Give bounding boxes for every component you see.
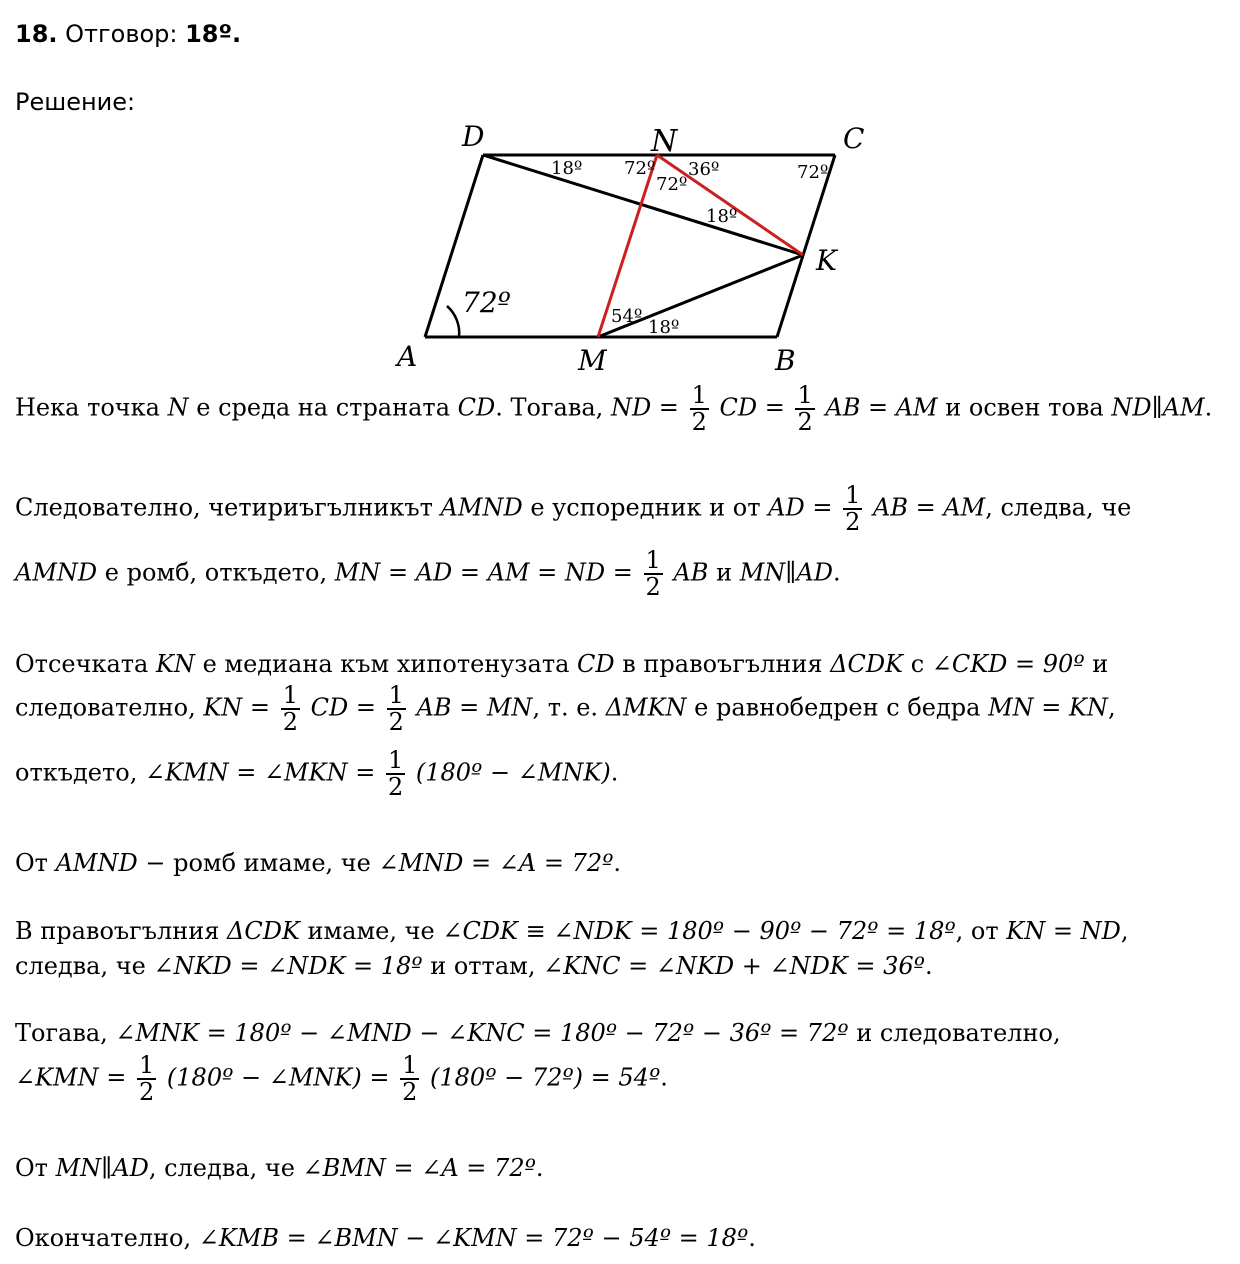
fraction-half: $\frac{1}{2}$ — [139, 1051, 155, 1107]
angle-label-mnk: 72º — [656, 174, 688, 195]
angle-label-ndk: 18º — [551, 158, 583, 179]
angle-label-kmb: 18º — [648, 317, 680, 338]
label-m: M — [578, 344, 607, 377]
angle-label-dnm: 72º — [624, 158, 656, 179]
paragraph-8: В правоъгълния ΔCDK имаме, че ∠CDK ≡ ∠NDK = 180º − 90º − 72º = 18º, от KN = ND, — [15, 917, 1129, 945]
angle-label-knc: 36º — [688, 159, 720, 180]
label-a: A — [397, 340, 418, 373]
geometry-figure — [0, 0, 1240, 380]
answer-value: 18º. — [185, 20, 242, 48]
answer-label: Отговор: — [65, 20, 178, 48]
fraction-half: $\frac{1}{2}$ — [388, 681, 404, 737]
parallel-symbol: ∥ — [101, 1154, 113, 1182]
problem-number: 18. — [15, 20, 58, 48]
paragraph-12: От MN∥AD, следва, че ∠BMN = ∠A = 72º. — [15, 1154, 544, 1182]
paragraph-11: ∠KMN = $\frac{1}{2}$ (180º − ∠MNK) = $\frac{1}{2}$ (180º − 72º) = 54º. — [15, 1051, 668, 1107]
fraction-half: $\frac{1}{2}$ — [797, 381, 813, 437]
angle-a-arc — [447, 306, 459, 337]
angle-label-a: 72º — [462, 286, 511, 319]
paragraph-10: Тогава, ∠MNK = 180º − ∠MND − ∠KNC = 180º − 72º − 36º = 72º и следователно, — [15, 1019, 1061, 1047]
paragraph-13: Окончателно, ∠KMB = ∠BMN − ∠KMN = 72º − 54º = 18º. — [15, 1224, 756, 1252]
solution-label: Решение: — [15, 88, 136, 116]
paragraph-3: AMND е ромб, откъдето, MN = AD = AM = ND = $\frac{1}{2}$ AB и MN∥AD. — [15, 546, 841, 602]
paragraph-7: От AMND − ромб имаме, че ∠MND = ∠A = 72º. — [15, 849, 622, 877]
paragraph-2: Следователно, четириъгълникът AMND е успоредник и от AD = $\frac{1}{2}$ AB = AM, следва, че — [15, 481, 1132, 537]
label-n: N — [651, 124, 678, 159]
angle-label-nkd: 18º — [706, 206, 738, 227]
parallel-symbol: ∥ — [785, 558, 797, 587]
fraction-half: $\frac{1}{2}$ — [845, 481, 861, 537]
paragraph-6: откъдето, ∠KMN = ∠MKN = $\frac{1}{2}$ (180º − ∠MNK). — [15, 746, 619, 802]
fraction-half: $\frac{1}{2}$ — [282, 681, 298, 737]
angle-label-kmn: 54º — [611, 306, 643, 327]
fraction-half: $\frac{1}{2}$ — [691, 381, 707, 437]
label-k: K — [816, 244, 837, 277]
fraction-half: $\frac{1}{2}$ — [402, 1051, 418, 1107]
paragraph-9: следва, че ∠NKD = ∠NDK = 18º и оттам, ∠KNC = ∠NKD + ∠NDK = 36º. — [15, 952, 933, 980]
label-c: C — [843, 122, 865, 155]
angle-label-c: 72º — [797, 162, 829, 183]
paragraph-1: Нека точка N е среда на страната CD. Тогава, ND = $\frac{1}{2}$ CD = $\frac{1}{2}$ AB = AM и освен това ND∥AM. — [15, 381, 1213, 437]
label-d: D — [462, 120, 485, 153]
parallel-symbol: ∥ — [1151, 393, 1163, 422]
paragraph-4: Отсечката KN е медиана към хипотенузата CD в правоъгълния ΔCDK с ∠CKD = 90º и — [15, 650, 1109, 678]
paragraph-5: следователно, KN = $\frac{1}{2}$ CD = $\frac{1}{2}$ AB = MN, т. е. ΔMKN е равнобедрен с бедра MN = KN, — [15, 681, 1116, 737]
label-b: B — [775, 344, 796, 377]
fraction-half: $\frac{1}{2}$ — [387, 746, 404, 802]
fraction-half: $\frac{1}{2}$ — [645, 546, 661, 602]
segment-nk — [657, 155, 803, 255]
